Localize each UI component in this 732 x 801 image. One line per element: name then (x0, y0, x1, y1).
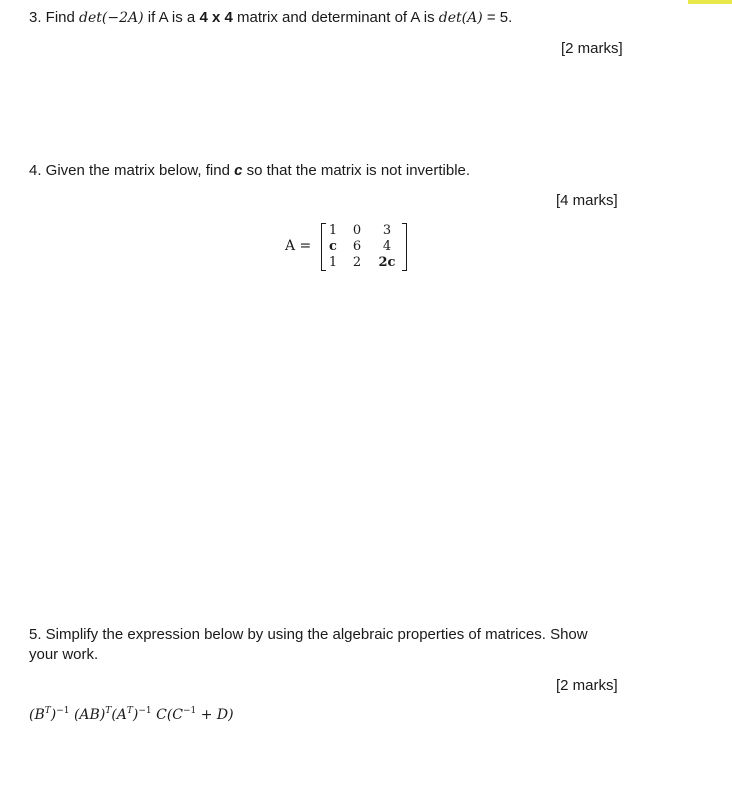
corner-accent-bar (688, 0, 732, 4)
expr-part: ) (132, 707, 139, 723)
expr-sup: −1 (138, 706, 152, 716)
q3-prefix: 3. Find (29, 9, 80, 26)
q3-det-expression: det(−2A) (79, 10, 144, 26)
q3-mid2: matrix and determinant of A is (232, 9, 439, 26)
q3-mid1: if A is a (143, 9, 200, 26)
matrix-cell: 1 (328, 223, 338, 238)
matrix-cell: 6 (352, 239, 362, 254)
expr-part: (B (29, 707, 45, 723)
q5-line1: 5. Simplify the expression below by using the algebraic properties of matrices. Show (29, 626, 588, 643)
matrix-cell: 2c (378, 255, 396, 270)
q4-text (29, 161, 470, 181)
q3-text (29, 8, 512, 28)
matrix-cell: 1 (328, 255, 338, 270)
q4-suffix: so that the matrix is not invertible. (242, 162, 471, 179)
q5-marks: [2 marks] (556, 677, 618, 694)
matrix-cell: c (329, 239, 337, 254)
q4-variable: c (234, 162, 243, 179)
matrix-cell: 0 (352, 223, 362, 238)
expr-sup: T (105, 706, 112, 716)
matrix-cell: 2 (352, 255, 362, 270)
expr-sup: −1 (56, 706, 70, 716)
q4-marks: [4 marks] (556, 192, 618, 209)
expr-part: (AB) (69, 707, 106, 723)
expr-sup: T (44, 706, 51, 716)
q5-expression (29, 706, 234, 723)
expr-part: + D) (196, 707, 234, 723)
q5-line2: your work. (29, 646, 99, 663)
expr-sup: T (126, 706, 133, 716)
expr-sup: −1 (183, 706, 197, 716)
matrix-cell: 4 (382, 239, 392, 254)
expr-part: ) (50, 707, 57, 723)
matrix-label: A = (285, 238, 312, 254)
matrix-right-bracket (402, 223, 407, 271)
q3-marks: [2 marks] (561, 40, 623, 57)
q4-prefix: 4. Given the matrix below, find (29, 162, 235, 179)
q3-det-a: det(A) (438, 10, 483, 26)
q3-suffix: = 5. (482, 9, 513, 26)
expr-part: (A (111, 707, 127, 723)
expr-part: C(C (151, 707, 183, 723)
matrix-cell: 3 (382, 223, 392, 238)
q3-matrix-size: 4 x 4 (199, 9, 233, 26)
